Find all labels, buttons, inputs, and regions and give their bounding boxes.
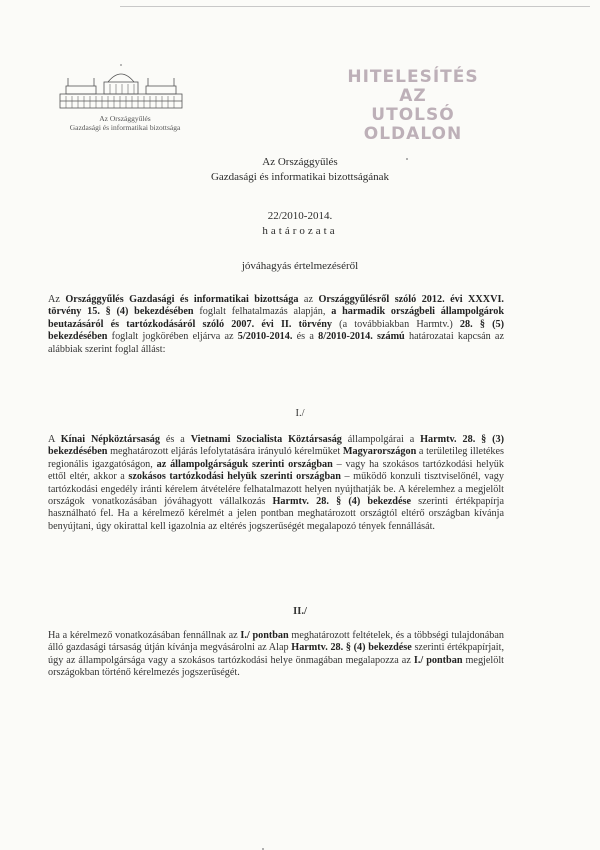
letterhead-committee-name: Gazdasági és informatikai bizottsága xyxy=(69,123,181,132)
scan-edge-line xyxy=(120,6,590,7)
resolution-type: határozata xyxy=(262,225,338,237)
intro-paragraph: Az Országgyűlés Gazdasági és informatikai bizottsága az Országgyűlésről szóló 2012. évi XXXVI. törvény 15. § (4) bekezdésében foglalt felhatalmazás alapján, a harmadik országbeli állampolgárok beutazásáról és tartózkodásáról szóló 2007. évi II. törvény (a továbbiakban Harmtv.) 28. § (5) bekezdésében foglalt jogkörében eljárva az 5/2010-2014. és a 8/2010-2014. számú határozatai kapcsán az alábbiak szerint foglal állást: xyxy=(48,294,504,355)
heading-line-1: Az Országgyűlés xyxy=(262,156,338,168)
stamp-line-1: HITELESÍTÉS AZ xyxy=(347,67,479,106)
heading-line-2: Gazdasági és informatikai bizottságának xyxy=(210,171,390,183)
parliament-building-icon xyxy=(56,64,186,112)
stamp-line-2: UTOLSÓ OLDALON xyxy=(363,105,463,144)
letterhead-org-name: Az Országgyűlés xyxy=(99,114,151,123)
section-1-paragraph: A Kínai Népköztársaság és a Vietnami Szocialista Köztársaság állampolgárai a Harmtv. 28. § (3) bekezdésében meghatározott eljárás lefolytatására irányuló kérelmüket Magyarországon a területileg illetékes regionális igazgatóságon, az állampolgárságuk szerinti országban – vagy ha szokásos tartózkodási helyük ettől eltér, akkor a szokásos tartózkodási helyük szerinti országban – működő konzuli tisztviselőnél, vagy tartózkodási engedély iránti kérelem átvételére felhatalmazott helyen nyújthatják be. A kérelemhez a megjelölt országok vonatkozásában jóváhagyott vállalkozás Harmtv. 28. § (4) bekezdése szerinti értékpapírja használható fel. Ha a kérelmező kérelmét a jelen pontban meghatározott országtól eltérő országban kívánja benyújtani, úgy okirattal kell igazolnia az eltérés jogszerűségét megalapozó tények fennállását. xyxy=(48,434,504,532)
resolution-number: 22/2010-2014. xyxy=(267,210,333,222)
authentication-stamp xyxy=(338,68,488,144)
section-2-paragraph: Ha a kérelmező vonatkozásában fennállnak az I./ pontban meghatározott feltételek, és a többségi tulajdonában álló gazdasági társaság útján kívánja megvásárolni az Alap Harmtv. 28. § (4) bekezdése szerinti értékpapírjait, úgy az állampolgársága vagy a szokásos tartózkodási helye önmagában megalapozza az I./ pontban megjelölt országokban történő kérelmezés jogszerűségét. xyxy=(48,630,504,679)
section-2-number: II./ xyxy=(293,606,307,617)
section-1-number: I./ xyxy=(295,408,305,419)
resolution-subject: jóváhagyás értelmezéséről xyxy=(241,260,359,272)
scan-speck xyxy=(406,158,408,160)
